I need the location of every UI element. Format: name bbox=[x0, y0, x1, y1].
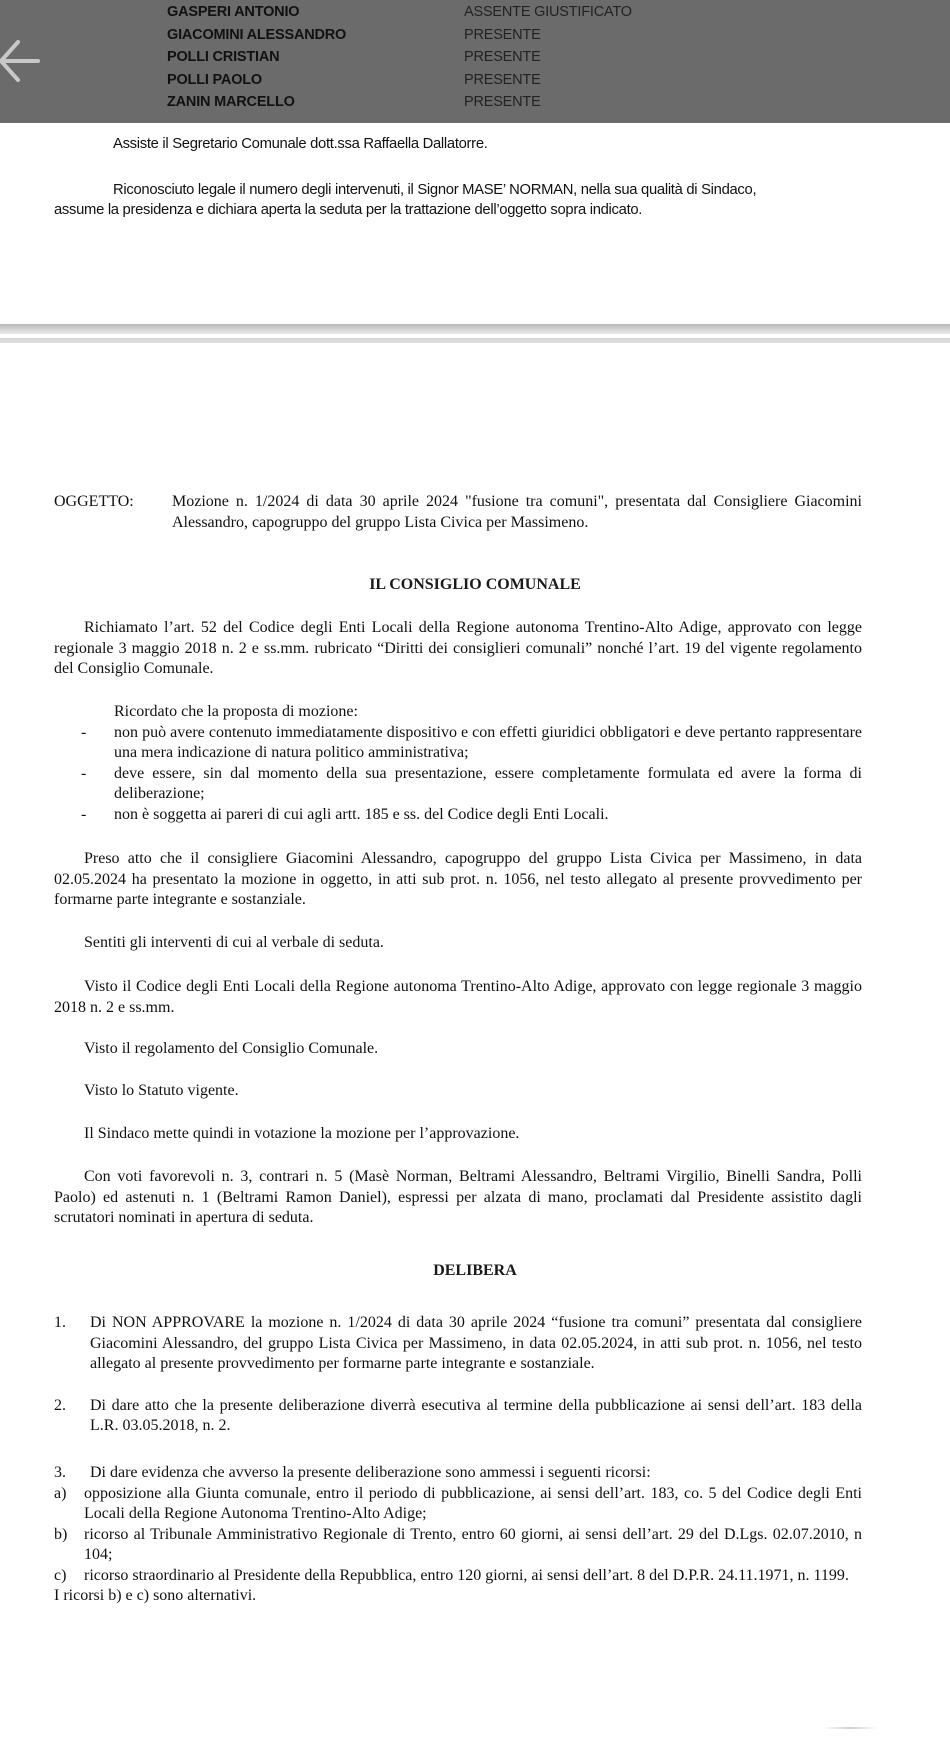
visto-statuto-paragraph: Visto lo Statuto vigente. bbox=[84, 1082, 239, 1099]
item-number: 3. bbox=[54, 1464, 66, 1481]
list-item bbox=[54, 723, 862, 764]
member-name: POLLI PAOLO bbox=[167, 71, 263, 88]
attendance-row bbox=[167, 46, 632, 69]
oggetto-label: OGGETTO: bbox=[54, 493, 134, 510]
visto-codice-paragraph: Visto il Codice degli Enti Locali della Regione autonoma Trentino-Alto Adige, approvato con legge regionale 3 maggio 2018 n. 2 e ss.mm. bbox=[54, 978, 862, 1016]
item-text: Di NON APPROVARE la mozione n. 1/2024 di data 30 aprile 2024 “fusione tra comuni” presentata dal consigliere Giacomini Alessandro, del gruppo Lista Civica per Massimeno, in data 02.05.2024, in atti sub prot. n. 1056, nel testo allegato al presente provvedimento per formarne parte integrante e sostanziale. bbox=[90, 1314, 862, 1372]
bullet-text: non è soggetta ai pareri di cui agli artt. 185 e ss. del Codice degli Enti Locali. bbox=[114, 805, 609, 823]
ricorsi-note: I ricorsi b) e c) sono alternativi. bbox=[54, 1587, 257, 1604]
ricordato-intro: Ricordato che la proposta di mozione: bbox=[114, 703, 358, 720]
item-number: 2. bbox=[54, 1396, 66, 1414]
member-name: GIACOMINI ALESSANDRO bbox=[167, 26, 347, 43]
scroll-handle[interactable] bbox=[823, 1727, 878, 1729]
attendance-row bbox=[167, 1, 632, 24]
back-button[interactable] bbox=[0, 38, 44, 84]
dash-bullet-icon: - bbox=[81, 723, 87, 741]
sentiti-paragraph: Sentiti gli interventi di cui al verbale di seduta. bbox=[84, 934, 384, 951]
ricorso-text: ricorso al Tribunale Amministrativo Regionale di Trento, entro 60 giorni, ai sensi dell’art. 29 del D.Lgs. 02.07.2010, n 104; bbox=[84, 1525, 862, 1563]
visto-regolamento-paragraph: Visto il regolamento del Consiglio Comunale. bbox=[84, 1040, 379, 1057]
riconosciuto-line-1: Riconosciuto legale il numero degli intervenuti, il Signor MASE’ NORMAN, nella sua qualità di Sindaco, bbox=[113, 182, 757, 198]
member-status: ASSENTE GIUSTIFICATO bbox=[464, 4, 632, 20]
oggetto-section bbox=[54, 492, 862, 533]
heading-delibera: DELIBERA bbox=[433, 1262, 517, 1279]
bullet-text: non può avere contenuto immediatamente dispositivo e con effetti giuridici obbligatori e deve pertanto rappresentare una mera indicazione di natura politico amministrativa; bbox=[114, 723, 862, 761]
delibera-item bbox=[54, 1313, 862, 1375]
item-number: 1. bbox=[54, 1314, 66, 1331]
heading-consiglio-comunale: IL CONSIGLIO COMUNALE bbox=[369, 576, 581, 593]
ricorso-text: opposizione alla Giunta comunale, entro il periodo di pubblicazione, ai sensi dell’art. 183, co. 5 del Codice degli Enti Locali della Regione Autonoma Trentino-Alto Adige; bbox=[84, 1484, 862, 1522]
page-separator bbox=[0, 324, 950, 334]
member-name: ZANIN MARCELLO bbox=[167, 94, 295, 110]
member-name: POLLI CRISTIAN bbox=[167, 49, 280, 65]
item-text: Di dare evidenza che avverso la presente deliberazione sono ammessi i seguenti ricorsi: bbox=[90, 1464, 651, 1481]
assiste-paragraph: Assiste il Segretario Comunale dott.ssa Raffaella Dallatorre. bbox=[113, 136, 488, 152]
list-item bbox=[54, 764, 862, 805]
preso-atto-paragraph: Preso atto che il consigliere Giacomini Alessandro, capogruppo del gruppo Lista Civica per Massimeno, in data 02.05.2024 ha presentato la mozione in oggetto, in atti sub prot. n. 1056, nel testo allegato al presente provvedimento per formarne parte integrante e sostanziale. bbox=[54, 850, 862, 908]
member-status: PRESENTE bbox=[464, 26, 541, 43]
ricorso-item bbox=[54, 1484, 862, 1525]
riconosciuto-paragraph bbox=[54, 180, 884, 220]
ricorso-text: ricorso straordinario al Presidente della Repubblica, entro 120 giorni, ai sensi dell’art. 8 del D.P.R. 24.11.1971, n. 1199. bbox=[84, 1566, 849, 1584]
ricorso-item bbox=[54, 1566, 862, 1587]
bullet-text: deve essere, sin dal momento della sua presentazione, essere completamente formulata ed avere la forma di deliberazione; bbox=[114, 764, 862, 802]
richiamato-paragraph: Richiamato l’art. 52 del Codice degli Enti Locali della Regione autonoma Trentino-Alto Adige, approvato con legge regionale 3 maggio 2018 n. 2 e ss.mm. rubricato “Diritti dei consiglieri comunali” nonché l’art. 19 del vigente regolamento del Consiglio Comunale. bbox=[54, 619, 862, 677]
member-status: PRESENTE bbox=[464, 49, 541, 65]
voti-paragraph: Con voti favorevoli n. 3, contrari n. 5 (Masè Norman, Beltrami Alessandro, Beltrami Virgilio, Binelli Sandra, Polli Paolo) ed astenuti n. 1 (Beltrami Ramon Daniel), espressi per alzata di mano, proclamati dal Presidente assistito dagli scrutatori nominati in apertura di seduta. bbox=[54, 1168, 862, 1226]
arrow-left-icon bbox=[0, 38, 44, 84]
delibera-list bbox=[54, 1313, 862, 1458]
dash-bullet-icon: - bbox=[81, 805, 87, 823]
member-status: PRESENTE bbox=[464, 94, 541, 110]
page-separator-line bbox=[0, 338, 950, 343]
attendance-row bbox=[167, 91, 632, 114]
header-overlay bbox=[0, 0, 950, 123]
riconosciuto-line-2: assume la presidenza e dichiara aperta la seduta per la trattazione dell’oggetto sopra indicato. bbox=[54, 202, 643, 218]
attendance-row bbox=[167, 24, 632, 47]
sindaco-votazione-paragraph: Il Sindaco mette quindi in votazione la mozione per l’approvazione. bbox=[84, 1125, 520, 1142]
delibera-item bbox=[54, 1396, 862, 1437]
attendance-row bbox=[167, 69, 632, 92]
ricorso-letter: a) bbox=[54, 1484, 67, 1502]
ricordato-section bbox=[54, 702, 862, 825]
ricorso-letter: b) bbox=[54, 1525, 68, 1543]
attendance-list bbox=[167, 1, 632, 114]
member-name: GASPERI ANTONIO bbox=[167, 4, 300, 20]
delibera-item bbox=[54, 1463, 862, 1484]
delibera-item-3 bbox=[54, 1463, 862, 1607]
item-text: Di dare atto che la presente deliberazione diverrà esecutiva al termine della pubblicazione ai sensi dell’art. 183 della L.R. 03.05.2018, n. 2. bbox=[90, 1396, 862, 1434]
ricorso-item bbox=[54, 1525, 862, 1566]
dash-bullet-icon: - bbox=[81, 764, 87, 782]
oggetto-text: Mozione n. 1/2024 di data 30 aprile 2024 "fusione tra comuni", presentata dal Consigliere Giacomini Alessandro, capogruppo del gruppo Lista Civica per Massimeno. bbox=[172, 493, 862, 531]
ricorso-letter: c) bbox=[54, 1566, 67, 1584]
list-item bbox=[54, 805, 862, 826]
member-status: PRESENTE bbox=[464, 71, 541, 88]
